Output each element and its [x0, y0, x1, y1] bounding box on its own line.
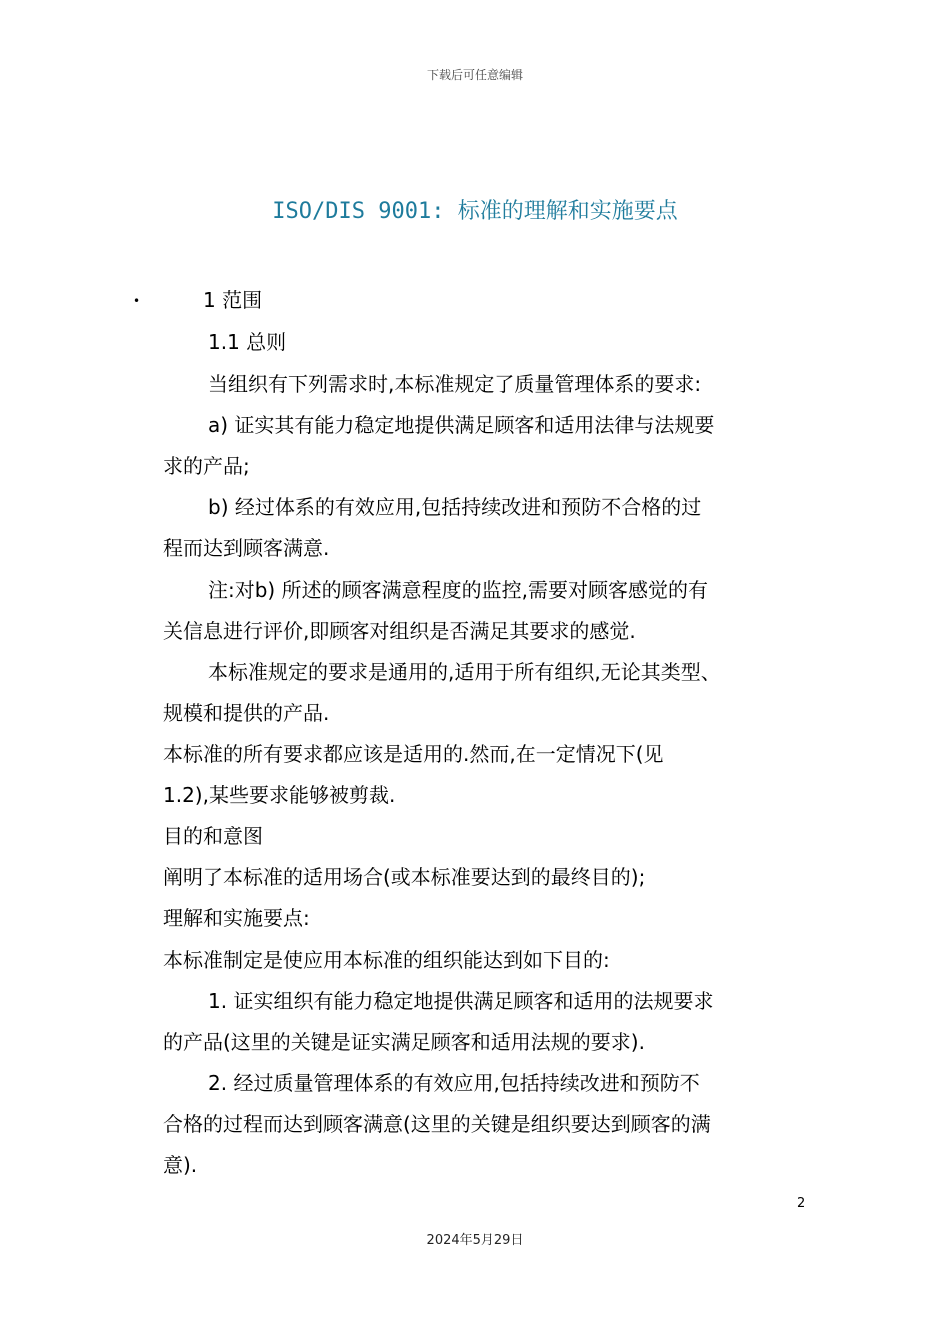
paragraph-line: 阐明了本标准的适用场合(或本标准要达到的最终目的); — [163, 865, 646, 889]
paragraph-line: 合格的过程而达到顾客满意(这里的关键是组织要达到顾客的满 — [163, 1112, 711, 1136]
paragraph-line: b) 经过体系的有效应用,包括持续改进和预防不合格的过 — [208, 495, 702, 519]
paragraph-line: 本标准规定的要求是通用的,适用于所有组织,无论其类型、 — [208, 660, 721, 684]
page-number: 2 — [797, 1196, 806, 1211]
paragraph-line: 目的和意图 — [163, 824, 263, 848]
header-note: 下载后可任意编辑 — [426, 68, 523, 82]
paragraph-line: 程而达到顾客满意. — [163, 536, 330, 560]
section-heading-scope: 1 范围 — [203, 288, 263, 312]
paragraph-line: a) 证实其有能力稳定地提供满足顾客和适用法律与法规要 — [208, 413, 715, 437]
paragraph-line: 关信息进行评价,即顾客对组织是否满足其要求的感觉. — [163, 619, 636, 643]
document-title: ISO/DIS 9001: 标准的理解和实施要点 — [272, 199, 678, 224]
paragraph-line: 理解和实施要点: — [163, 906, 310, 930]
paragraph-line: 2. 经过质量管理体系的有效应用,包括持续改进和预防不 — [208, 1071, 700, 1095]
paragraph-line: 意). — [163, 1153, 198, 1177]
paragraph-line: 求的产品; — [163, 454, 250, 478]
paragraph-line: 本标准的所有要求都应该是适用的.然而,在一定情况下(见 — [163, 742, 664, 766]
paragraph-line: 当组织有下列需求时,本标准规定了质量管理体系的要求: — [208, 372, 702, 396]
subsection-heading-general: 1.1 总则 — [208, 330, 287, 354]
paragraph-line: 规模和提供的产品. — [163, 701, 330, 725]
paragraph-line: 的产品(这里的关键是证实满足顾客和适用法规的要求). — [163, 1030, 645, 1054]
list-bullet: • — [133, 294, 141, 308]
paragraph-line: 注:对b) 所述的顾客满意程度的监控,需要对顾客感觉的有 — [208, 578, 708, 602]
paragraph-line: 1. 证实组织有能力稳定地提供满足顾客和适用的法规要求 — [208, 989, 714, 1013]
footer-date: 2024年5月29日 — [426, 1233, 524, 1248]
paragraph-line: 本标准制定是使应用本标准的组织能达到如下目的: — [163, 948, 610, 972]
paragraph-line: 1.2),某些要求能够被剪裁. — [163, 783, 396, 807]
